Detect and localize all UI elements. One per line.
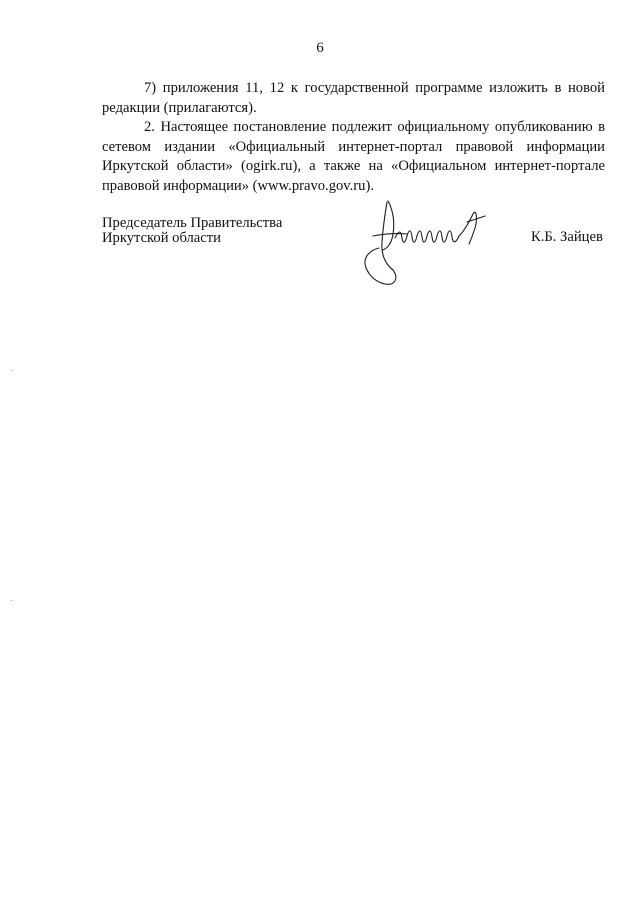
page-number: 6 bbox=[316, 40, 324, 56]
margin-speck bbox=[11, 600, 12, 601]
handwritten-signature bbox=[355, 198, 495, 290]
signatory-title-line1: Председатель Правительства bbox=[102, 215, 283, 231]
signatory-title bbox=[102, 216, 282, 246]
margin-speck bbox=[11, 370, 12, 371]
signatory-title-line2: Иркутской области bbox=[102, 230, 221, 246]
signatory-name: К.Б. Зайцев bbox=[531, 229, 603, 245]
document-body bbox=[102, 79, 605, 196]
paragraph-publication: 2. Настоящее постановление подлежит официальному опубликованию в сетевом издании «Официальный интернет-портал правовой информации Иркутской области» (ogirk.ru), а также на «Официальном интернет-портале правовой информации» (www.pravo.gov.ru). bbox=[102, 119, 605, 194]
paragraph-item-7: 7) приложения 11, 12 к государственной программе изложить в новой редакции (прилагаются). bbox=[102, 80, 605, 116]
